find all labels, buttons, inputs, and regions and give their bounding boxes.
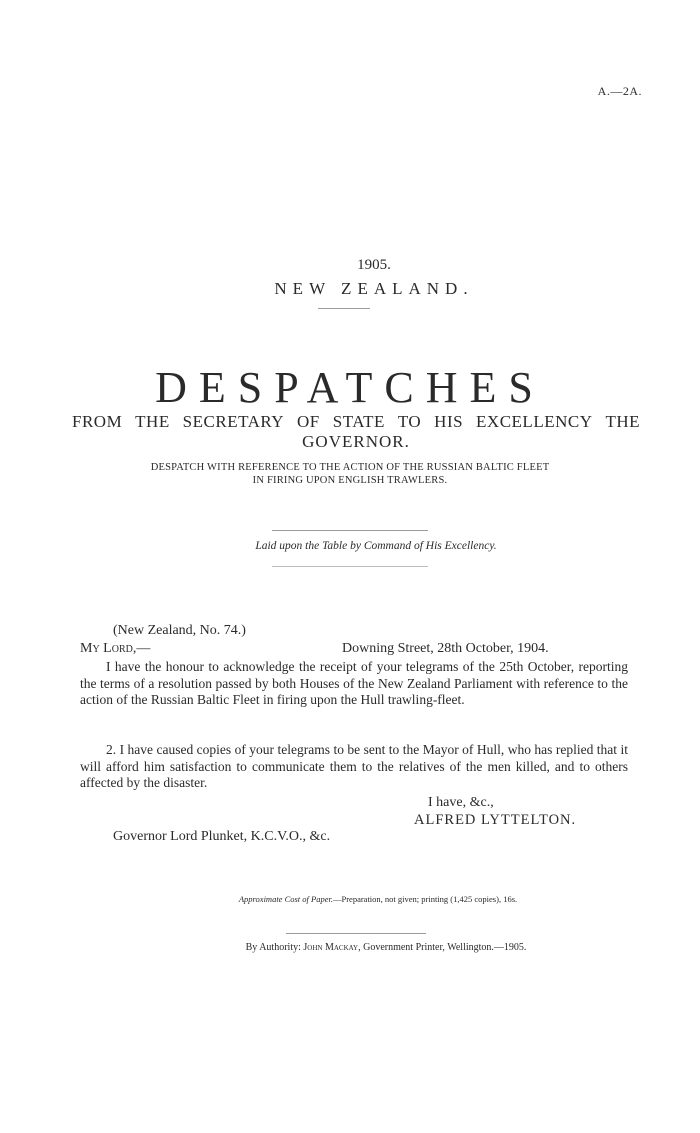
document-code: A.—2A. — [597, 84, 642, 98]
despatch-number: (New Zealand, No. 74.) — [113, 623, 246, 638]
authority-suffix: Government Printer, Wellington.—1905. — [363, 942, 527, 953]
subtitle-word: FROM — [72, 412, 123, 431]
subtitle-word: THE — [135, 412, 170, 431]
subtitle-word: THE — [605, 412, 640, 431]
divider-lower — [272, 566, 428, 567]
subtitle-word: EXCELLENCY — [476, 412, 593, 431]
cost-text: —Preparation, not given; printing (1,425 copies), 16s. — [332, 894, 518, 904]
subtitle-word: TO — [397, 412, 422, 431]
authority-prefix: By Authority: — [245, 942, 301, 953]
signature: ALFRED LYTTELTON. — [414, 812, 577, 828]
printer-imprint — [0, 942, 700, 953]
subtitle-word: STATE — [332, 412, 385, 431]
letter-paragraph-1: I have the honour to acknowledge the receipt of your telegrams of the 25th October, reporting the terms of a resolution passed by both Houses of the New Zealand Parliament with reference to the action of the Russian Baltic Fleet in firing upon the Hull trawling-fleet. — [80, 659, 628, 707]
dateline: Downing Street, 28th October, 1904. — [342, 641, 549, 656]
subtitle-line2: GOVERNOR. — [302, 432, 410, 451]
cost-note — [0, 894, 700, 904]
subtitle-word: SECRETARY — [182, 412, 285, 431]
despatch-line2: IN FIRING UPON ENGLISH TRAWLERS. — [252, 475, 448, 486]
divider-upper — [272, 530, 428, 531]
cost-label: Approximate Cost of Paper. — [238, 894, 333, 904]
year: 1905. — [357, 257, 391, 273]
despatch-description — [100, 461, 600, 487]
divider-footer — [286, 933, 426, 934]
printer-name: John Mackay, — [303, 942, 361, 953]
subtitle-line1 — [72, 412, 640, 432]
despatch-line1: DESPATCH WITH REFERENCE TO THE ACTION OF THE RUSSIAN BALTIC FLEET — [150, 462, 550, 473]
document-title: DESPATCHES — [155, 363, 545, 412]
country-heading: NEW ZEALAND. — [274, 279, 474, 298]
letter-paragraph-2: 2. I have caused copies of your telegrams to be sent to the Mayor of Hull, who has replied that it will afford him satisfaction to communicate them to the relatives of the men killed, and to others affected by the disaster. — [80, 742, 628, 790]
subtitle-word: HIS — [434, 412, 464, 431]
addressee: Governor Lord Plunket, K.C.V.O., &c. — [113, 829, 331, 844]
divider-short — [318, 308, 370, 309]
salutation: My Lord,— — [80, 641, 151, 656]
closing: I have, &c., — [428, 795, 494, 810]
laid-upon-note: Laid upon the Table by Command of His Excellency. — [255, 540, 497, 552]
subtitle — [72, 412, 640, 452]
subtitle-word: OF — [297, 412, 320, 431]
